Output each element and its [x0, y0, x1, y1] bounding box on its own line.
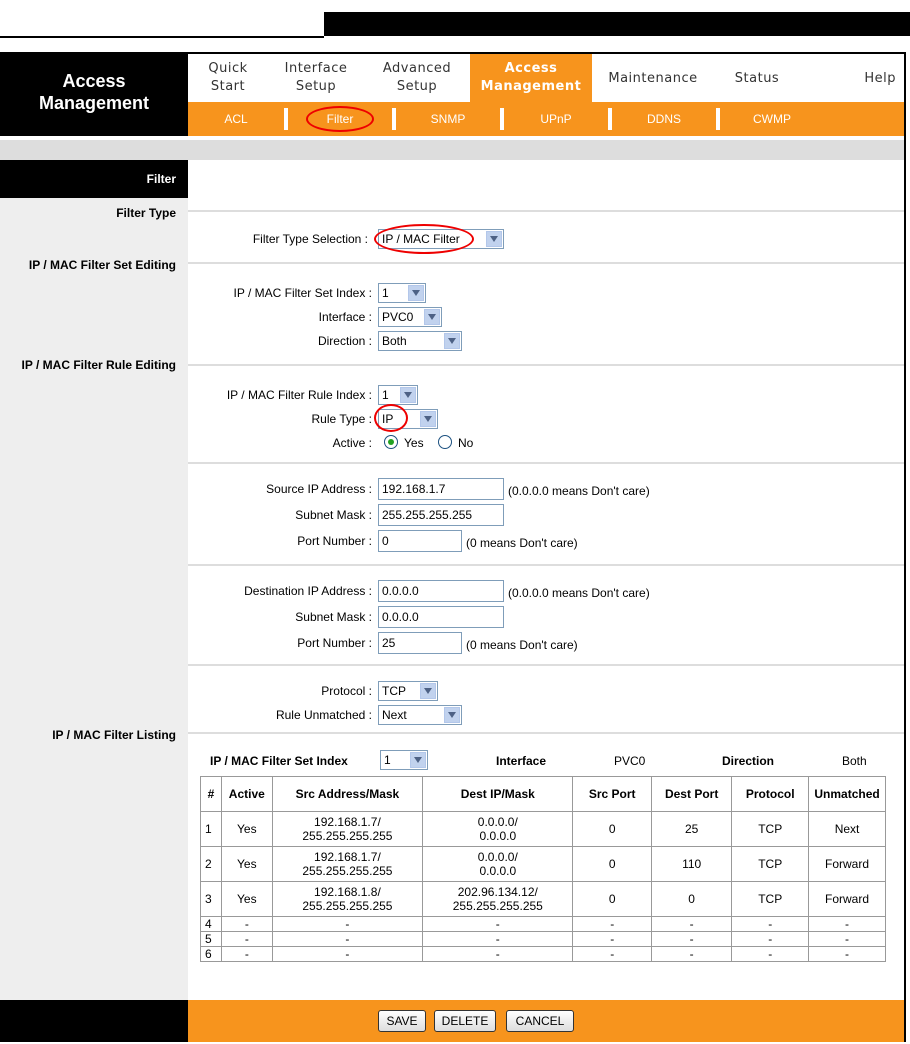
- protocol-label: Protocol :: [321, 684, 372, 698]
- table-cell: -: [732, 947, 809, 962]
- table-cell: Yes: [221, 847, 272, 882]
- column-header: Unmatched: [809, 777, 886, 812]
- table-cell: -: [221, 932, 272, 947]
- chevron-down-icon: [420, 683, 436, 699]
- table-cell: -: [573, 932, 651, 947]
- table-cell: 202.96.134.12/ 255.255.255.255: [423, 882, 573, 917]
- table-cell: 0: [651, 882, 731, 917]
- src-port-label: Port Number :: [297, 534, 372, 548]
- filter-type-select[interactable]: IP / MAC Filter: [378, 229, 504, 249]
- listing-interface-label: Interface: [496, 754, 547, 768]
- column-header: Dest Port: [651, 777, 731, 812]
- dst-ip-note: (0.0.0.0 means Don't care): [508, 586, 650, 600]
- chevron-down-icon: [486, 231, 502, 247]
- tab-status[interactable]: Status: [734, 71, 780, 86]
- tab-access-management[interactable]: Access Management: [470, 54, 592, 102]
- chevron-down-icon: [410, 752, 426, 768]
- active-yes-radio[interactable]: [384, 435, 398, 449]
- cancel-button[interactable]: CANCEL: [506, 1010, 574, 1032]
- section-divider: [188, 462, 904, 464]
- listing-heading: IP / MAC Filter Listing: [52, 728, 176, 742]
- unmatched-select[interactable]: Next: [378, 705, 462, 725]
- table-cell: 192.168.1.7/ 255.255.255.255: [272, 847, 422, 882]
- column-header: Dest IP/Mask: [423, 777, 573, 812]
- chevron-down-icon: [420, 411, 436, 427]
- table-cell: -: [809, 917, 886, 932]
- table-cell: -: [732, 932, 809, 947]
- table-cell: -: [651, 947, 731, 962]
- table-cell: 0: [573, 812, 651, 847]
- protocol-select[interactable]: TCP: [378, 681, 438, 701]
- column-header: Active: [221, 777, 272, 812]
- table-cell: -: [809, 947, 886, 962]
- table-cell: 192.168.1.7/ 255.255.255.255: [272, 812, 422, 847]
- direction-label: Direction :: [317, 334, 372, 348]
- table-row: [201, 812, 886, 847]
- section-title-line2: Management: [38, 93, 150, 113]
- highlight-circle: [374, 224, 474, 254]
- top-header-strip: [0, 0, 910, 40]
- table-cell: -: [573, 947, 651, 962]
- section-divider: [188, 664, 904, 666]
- dst-ip-input[interactable]: 0.0.0.0: [378, 580, 504, 602]
- listing-set-index-select[interactable]: 1: [380, 750, 428, 770]
- main-navigation: [188, 54, 904, 102]
- active-no-radio[interactable]: [438, 435, 452, 449]
- table-cell: 192.168.1.8/ 255.255.255.255: [272, 882, 422, 917]
- src-ip-input[interactable]: 192.168.1.7: [378, 478, 504, 500]
- table-row: [201, 947, 886, 962]
- highlight-circle: [306, 106, 374, 132]
- chevron-down-icon: [444, 333, 460, 349]
- rule-type-select[interactable]: IP: [378, 409, 438, 429]
- dst-port-note: (0 means Don't care): [466, 638, 578, 652]
- section-divider: [188, 210, 904, 212]
- table-cell: 1: [201, 812, 222, 847]
- subtab-upnp[interactable]: UPnP: [540, 112, 572, 126]
- active-yes-label: Yes: [404, 436, 424, 450]
- column-header: Src Address/Mask: [272, 777, 422, 812]
- active-label: Active :: [332, 436, 372, 450]
- subtab-snmp[interactable]: SNMP: [430, 112, 466, 126]
- table-cell: -: [651, 932, 731, 947]
- src-port-input[interactable]: 0: [378, 530, 462, 552]
- src-mask-input[interactable]: 255.255.255.255: [378, 504, 504, 526]
- rule-type-label: Rule Type :: [311, 412, 372, 426]
- tab-maintenance[interactable]: Maintenance: [608, 71, 698, 86]
- dst-port-label: Port Number :: [297, 636, 372, 650]
- filter-type-label: Filter Type Selection :: [252, 232, 368, 246]
- table-row: [201, 917, 886, 932]
- section-divider: [188, 732, 904, 734]
- column-header: Src Port: [573, 777, 651, 812]
- listing-set-index-label: IP / MAC Filter Set Index: [210, 754, 348, 768]
- dst-ip-label: Destination IP Address :: [244, 584, 372, 598]
- tab-help[interactable]: Help: [864, 71, 896, 86]
- table-cell: 4: [201, 917, 222, 932]
- table-row: [201, 882, 886, 917]
- table-row: [201, 932, 886, 947]
- table-cell: 0: [573, 882, 651, 917]
- listing-interface-value: PVC0: [614, 754, 646, 768]
- dst-mask-label: Subnet Mask :: [295, 610, 372, 624]
- table-cell: Next: [809, 812, 886, 847]
- table-cell: TCP: [732, 812, 809, 847]
- table-cell: -: [272, 917, 422, 932]
- filter-heading: Filter: [0, 160, 188, 198]
- footer-left-block: [0, 1000, 188, 1042]
- table-cell: TCP: [732, 847, 809, 882]
- filter-listing-table: [200, 776, 886, 962]
- src-mask-label: Subnet Mask :: [295, 508, 372, 522]
- header-white-block: [0, 0, 324, 38]
- table-cell: 110: [651, 847, 731, 882]
- tab-quick-start[interactable]: Quick Start: [208, 61, 248, 94]
- table-cell: 6: [201, 947, 222, 962]
- table-cell: -: [272, 932, 422, 947]
- section-title-line1: Access: [62, 71, 126, 91]
- src-port-note: (0 means Don't care): [466, 536, 578, 550]
- chevron-down-icon: [444, 707, 460, 723]
- table-cell: -: [221, 917, 272, 932]
- interface-label: Interface :: [318, 310, 372, 324]
- sub-navigation: [188, 102, 904, 136]
- footer-button-bar: [188, 1000, 904, 1042]
- delete-button[interactable]: DELETE: [434, 1010, 496, 1032]
- table-cell: Yes: [221, 812, 272, 847]
- table-cell: -: [423, 947, 573, 962]
- left-label-column: [0, 160, 188, 1000]
- src-ip-label: Source IP Address :: [266, 482, 372, 496]
- section-divider: [188, 364, 904, 366]
- dst-mask-input[interactable]: 0.0.0.0: [378, 606, 504, 628]
- table-cell: 0: [573, 847, 651, 882]
- tab-advanced-setup[interactable]: Advanced Setup: [382, 61, 452, 94]
- subtab-ddns[interactable]: DDNS: [646, 112, 681, 126]
- dst-port-input[interactable]: 25: [378, 632, 462, 654]
- tab-interface-setup[interactable]: Interface Setup: [284, 61, 348, 94]
- rule-editing-heading: IP / MAC Filter Rule Editing: [21, 358, 176, 372]
- table-cell: 3: [201, 882, 222, 917]
- table-cell: TCP: [732, 882, 809, 917]
- table-row: [201, 847, 886, 882]
- direction-select[interactable]: Both: [378, 331, 462, 351]
- table-header-row: [201, 777, 886, 812]
- section-divider: [188, 564, 904, 566]
- table-cell: -: [423, 932, 573, 947]
- table-cell: 2: [201, 847, 222, 882]
- table-cell: -: [809, 932, 886, 947]
- filter-type-heading: Filter Type: [116, 206, 176, 220]
- table-cell: -: [651, 917, 731, 932]
- table-cell: -: [423, 917, 573, 932]
- column-header: Protocol: [732, 777, 809, 812]
- table-cell: Forward: [809, 882, 886, 917]
- active-no-label: No: [458, 436, 474, 450]
- table-cell: 0.0.0.0/ 0.0.0.0: [423, 847, 573, 882]
- table-cell: 0.0.0.0/ 0.0.0.0: [423, 812, 573, 847]
- table-cell: -: [272, 947, 422, 962]
- column-header: #: [201, 777, 222, 812]
- rule-index-label: IP / MAC Filter Rule Index :: [226, 388, 372, 402]
- header-black-block: [324, 12, 910, 36]
- table-cell: Yes: [221, 882, 272, 917]
- subtab-filter[interactable]: Filter: [288, 112, 392, 126]
- chevron-down-icon: [408, 285, 424, 301]
- gray-separator-band: [0, 140, 904, 160]
- src-ip-note: (0.0.0.0 means Don't care): [508, 484, 650, 498]
- subtab-acl[interactable]: ACL: [224, 112, 248, 126]
- section-title: [0, 54, 188, 136]
- highlight-circle: [374, 404, 408, 432]
- table-cell: 25: [651, 812, 731, 847]
- table-cell: -: [221, 947, 272, 962]
- section-divider: [188, 262, 904, 264]
- listing-direction-label: Direction: [722, 754, 775, 768]
- router-ui-frame: [0, 52, 906, 1042]
- listing-direction-value: Both: [842, 754, 867, 768]
- table-cell: 5: [201, 932, 222, 947]
- chevron-down-icon: [424, 309, 440, 325]
- subtab-cwmp[interactable]: CWMP: [753, 112, 791, 126]
- chevron-down-icon: [400, 387, 416, 403]
- table-cell: -: [573, 917, 651, 932]
- interface-select[interactable]: PVC0: [378, 307, 442, 327]
- table-cell: Forward: [809, 847, 886, 882]
- save-button[interactable]: SAVE: [378, 1010, 426, 1032]
- set-index-select[interactable]: 1: [378, 283, 426, 303]
- unmatched-label: Rule Unmatched :: [275, 708, 372, 722]
- set-editing-heading: IP / MAC Filter Set Editing: [28, 258, 176, 272]
- rule-index-select[interactable]: 1: [378, 385, 418, 405]
- set-index-label: IP / MAC Filter Set Index :: [233, 286, 372, 300]
- table-cell: -: [732, 917, 809, 932]
